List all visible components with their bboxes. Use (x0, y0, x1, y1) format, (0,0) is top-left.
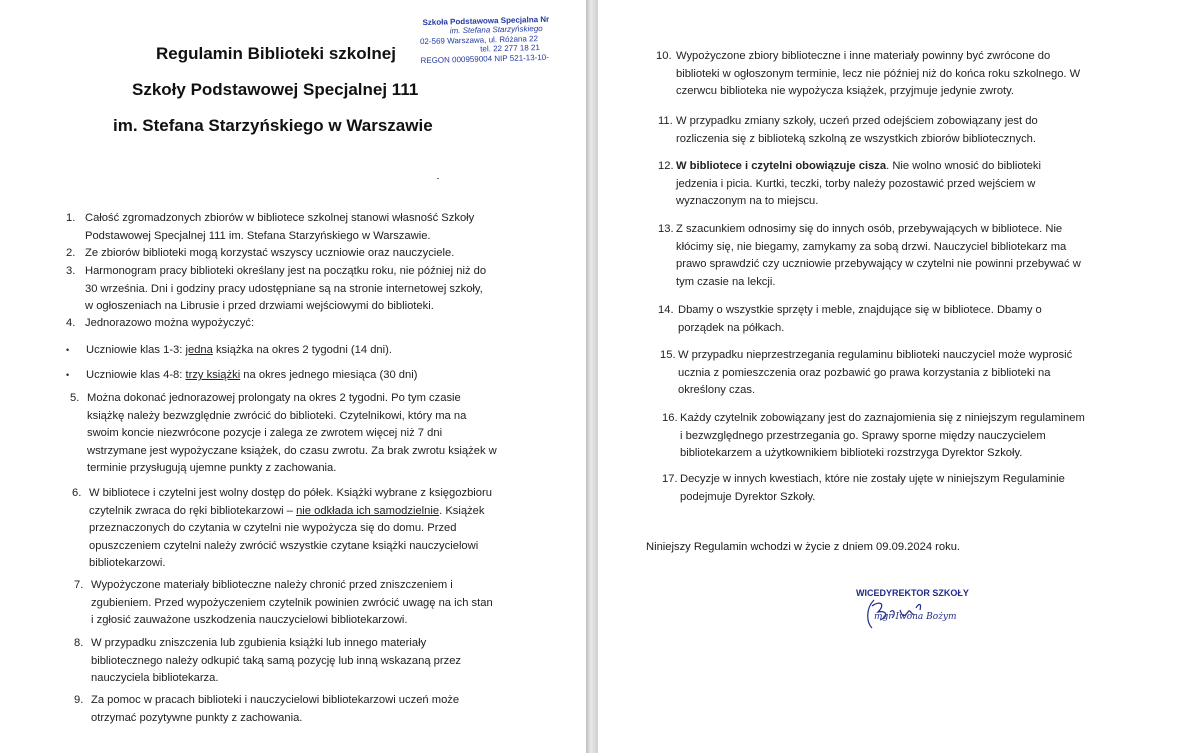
stamp-line: Szkoła Podstawowa Specjalna Nr (422, 14, 550, 28)
left-document-page: Regulamin Biblioteki szkolnej Szkoły Podstawowej Specjalnej 111 im. Stefana Starzyńskiego w Warszawie Szkoła Podstawowa Specjalna Nr im. Stefana Starzyńskiego 02-569 Warszawa, ul. Różana 22 tel. 22 277 18 21 REGON 000959004 NIP 521-13-10- 1. Całość zgromadzonych zbiorów w bibliotece szkolnej stanowi własność Szkoły Podstawowej Specjalnej 111 im. Stefana Starzyńskiego w Warszawie. 2. Ze zbiorów biblioteki mogą korzystać wszyscy uczniowie oraz nauczyciele. 3. Harmonogram pracy biblioteki określany jest na początku roku, nie później niż do 30 września. Dni i godziny pracy udostępniane są na stronie internetowej szkoły, w ogłoszeniach na Librusie i przed drzwiami wejściowymi do biblioteki. 4. Jednorazowo można wypożyczyć: • Uczniowie klas 1-3: jedna książka na okres 2 tygodni (14 dni). • Uczniowie klas 4-8: trzy książki na okres jednego miesiąca (30 dni) 5. Można dokonać jednorazowej prolongaty na okres 2 tygodni. Po tym czasie książkę należy bezwzględnie zwrócić do biblioteki. Czytelnikowi, który ma na swoim koncie niezwrócone pozycje i zalega ze zwrotem więcej niż 7 dni wstrzymane jest wypożyczane książek, do czasu zwrotu. Za brak zwrotu książek w terminie przysługują ujemne punkty z zachowania. 6. W bibliotece i czytelni jest wolny dostęp do półek. Książki wybrane z księgozbioru czytelnik zwraca do ręki bibliotekarzowi – nie odkłada ich samodzielnie. Książek przeznaczonych do czytania w czytelni nie wypożycza się do domu. Przed opuszczeniem czytelni należy zwrócić wszystkie czytane książki nauczycielowi bibliotekarzowi. 7. Wypożyczone materiały biblioteczne należy chronić przed zniszczeniem i zgubieniem. Przed wypożyczeniem czytelnik powinien zwrócić uwagę na ich stan i zgłosić zauważone uszkodzenia nauczycielowi bibliotekarzowi. 8. W przypadku zniszczenia lub zgubienia książki lub innego materiały bibliotecznego należy odkupić taką samą pozycję lub inną wskazaną przez nauczyciela bibliotekarza. 9. Za pomoc w pracach biblioteki i nauczycielowi bibliotekarzowi uczeń może otrzymać pozytywne punkty z zachowania. (0, 0, 586, 753)
title-line-1: Regulamin Biblioteki szkolnej (156, 44, 396, 63)
stamp-line: tel. 22 277 18 21 (480, 43, 540, 54)
title-line-3: im. Stefana Starzyńskiego w Warszawie (113, 116, 433, 135)
signature-role: WICEDYREKTOR SZKOŁY (856, 588, 969, 598)
scan-speck (437, 178, 439, 179)
stamp-line: im. Stefana Starzyńskiego (449, 24, 543, 36)
vice-director-signature (856, 588, 986, 638)
signature-name: mgr Iwona Bożym (874, 612, 957, 622)
effective-date-footer: Niniejszy Regulamin wchodzi w życie z dniem 09.09.2024 roku. (646, 541, 961, 553)
right-document-page: 10. Wypożyczone zbiory biblioteczne i inne materiały powinny być zwrócone do biblioteki w ogłoszonym terminie, lecz nie później niż do końca roku szkolnego. W czerwcu biblioteka nie wypożycza książek, przyjmuje jedynie zwroty. 11. W przypadku zmiany szkoły, uczeń przed odejściem zobowiązany jest do rozliczenia się z biblioteką szkolną ze wszystkich zbiorów bibliotecznych. 12. W bibliotece i czytelni obowiązuje cisza. Nie wolno wnosić do biblioteki jedzenia i picia. Kurtki, teczki, torby należy pozostawić przed wejściem w wyznaczonym na to miejscu. 13. Z szacunkiem odnosimy się do innych osób, przebywających w bibliotece. Nie kłócimy się, nie biegamy, zamykamy za sobą drzwi. Nauczyciel bibliotekarz ma prawo sprawdzić czy uczniowie przebywający w czytelni nie powinni przebywać w tym czasie na lekcji. 14. Dbamy o wszystkie sprzęty i meble, znajdujące się w bibliotece. Dbamy o porządek na półkach. 15. W przypadku nieprzestrzegania regulaminu biblioteki nauczyciel może wyprosić ucznia z pomieszczenia oraz pozbawić go prawa korzystania z biblioteki na określony czas. 16. Każdy czytelnik zobowiązany jest do zaznajomienia się z niniejszym regulaminem i bezwzględnego przestrzegania go. Sprawy sporne między nauczycielem bibliotekarzem a użytkownikiem biblioteki rozstrzyga Dyrektor Szkoły. 17. Decyzje w innych kwestiach, które nie zostały ujęte w niniejszym Regulaminie podejmuje Dyrektor Szkoły. Niniejszy Regulamin wchodzi w życie z dniem 09.09.2024 roku. WICEDYREKTOR SZKOŁY mgr Iwona Bożym (598, 0, 1186, 753)
school-stamp (419, 14, 586, 65)
page-gutter (586, 0, 598, 753)
stamp-line: 02-569 Warszawa, ul. Różana 22 (419, 33, 539, 46)
stamp-line: REGON 000959004 NIP 521-13-10- (420, 52, 549, 65)
title-line-2: Szkoły Podstawowej Specjalnej 111 (132, 80, 419, 99)
